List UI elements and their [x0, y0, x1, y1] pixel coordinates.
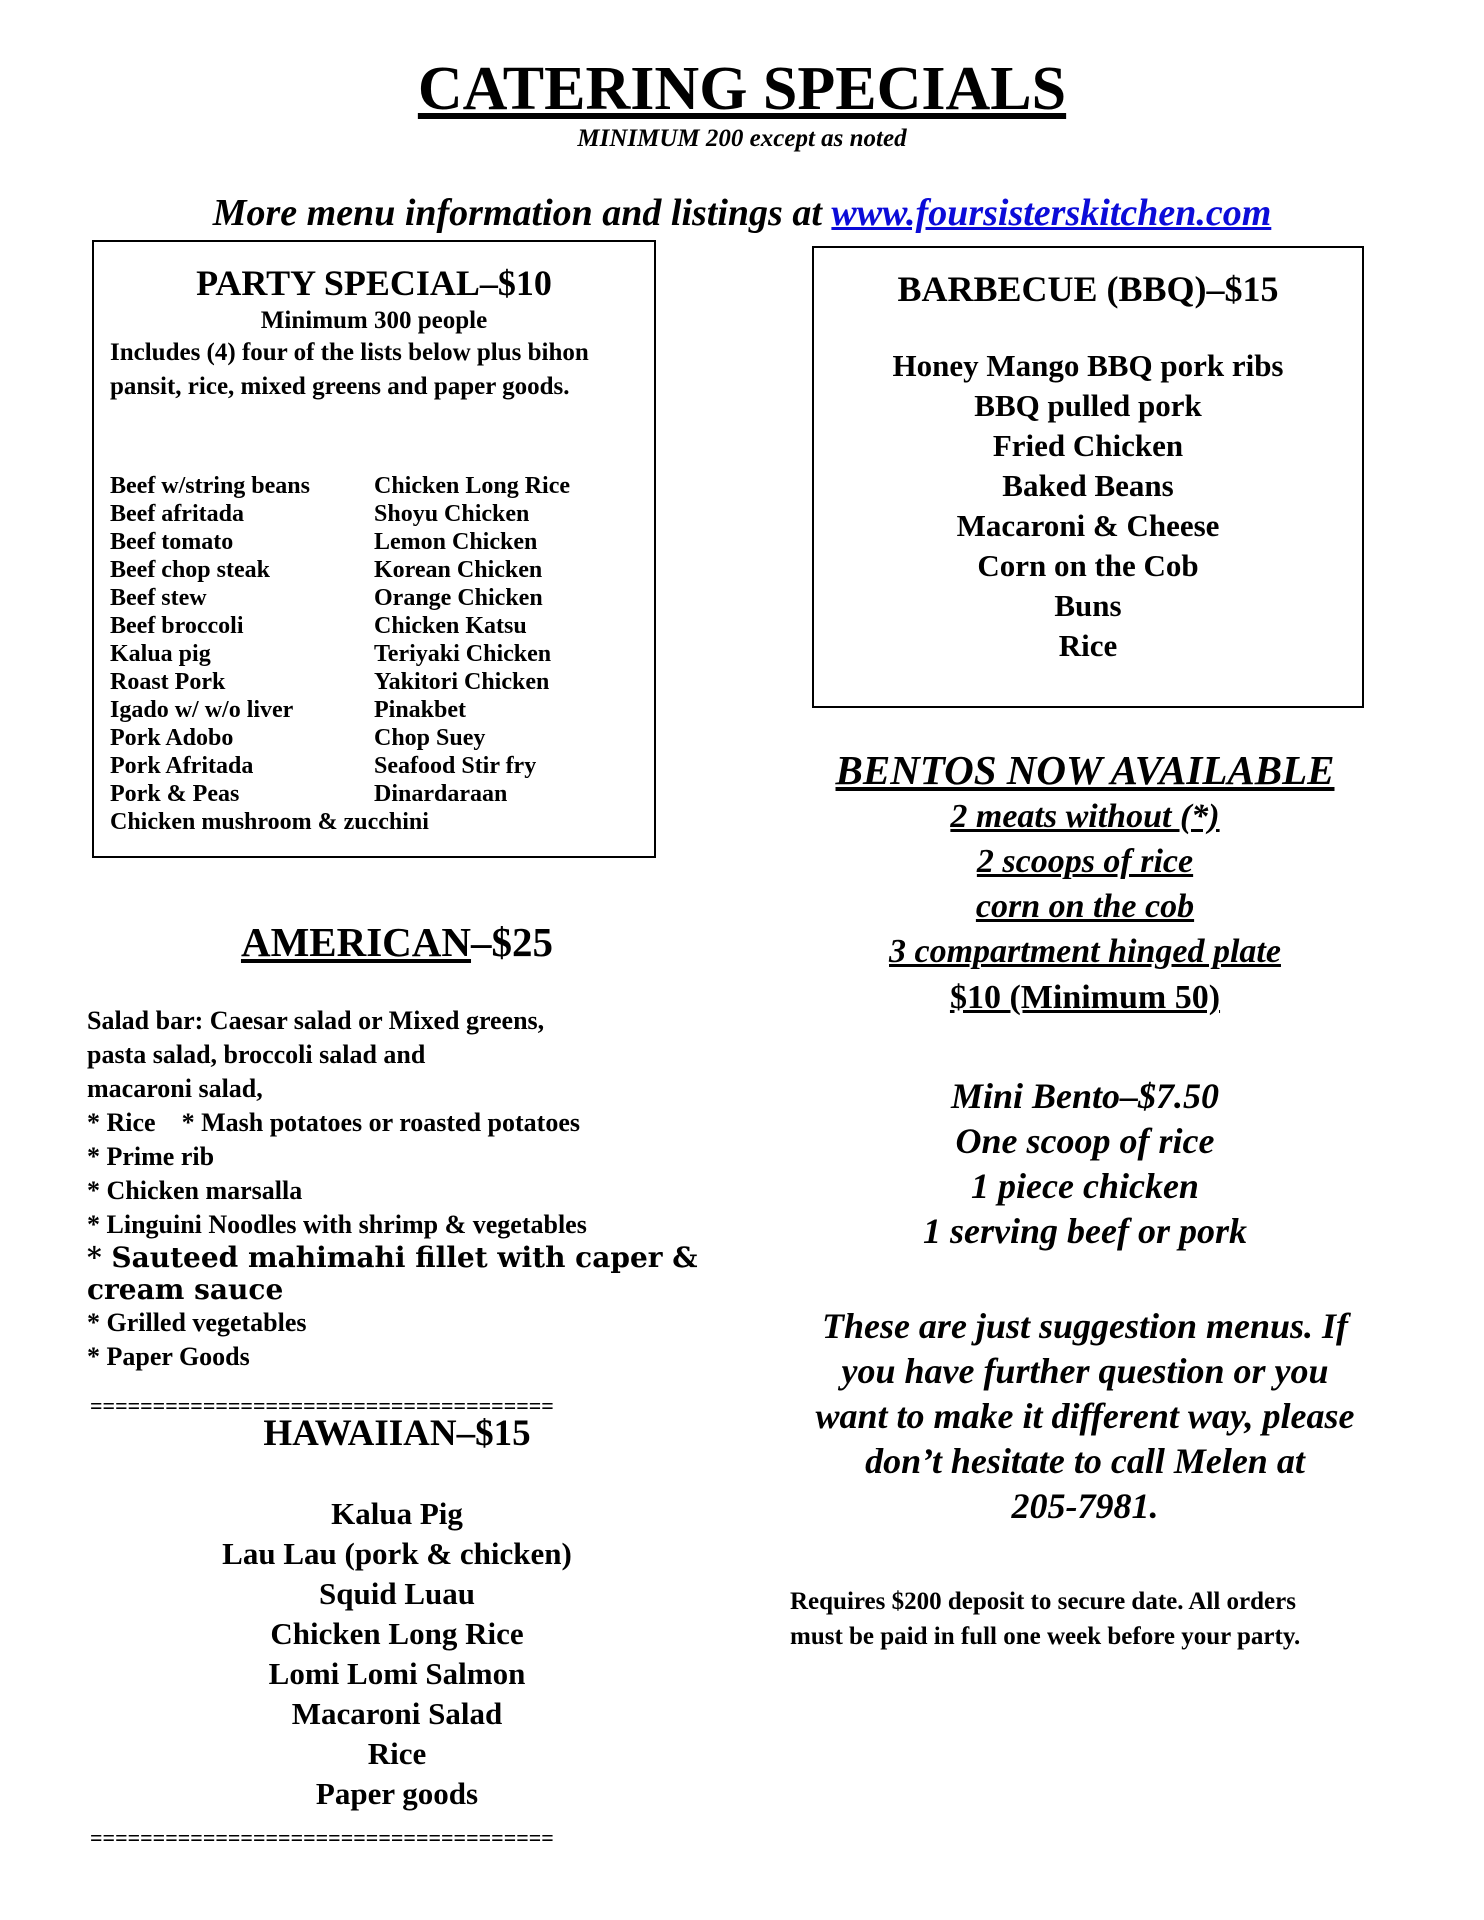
bentos-section	[790, 746, 1380, 1022]
american-title	[92, 918, 702, 966]
menu-line: * Grilled vegetables	[87, 1308, 307, 1337]
list-item: Paper goods	[315, 1776, 479, 1811]
menu-line: macaroni salad,	[87, 1074, 263, 1103]
list-item: Korean Chicken	[374, 557, 543, 583]
list-item: Beef w/string beans	[110, 473, 310, 499]
list-item: Chop Suey	[374, 725, 486, 751]
menu-line: Salad bar: Caesar salad or Mixed greens,	[87, 1006, 545, 1035]
list-item: Chicken mushroom & zucchini	[110, 809, 429, 835]
hawaiian-title: HAWAIIAN–$15	[263, 1413, 531, 1454]
bbq-title: BARBECUE (BBQ)–$15	[897, 269, 1279, 309]
list-item: Lemon Chicken	[374, 529, 538, 555]
list-item: Squid Luau	[319, 1576, 475, 1611]
list-item: Pork Afritada	[110, 753, 254, 779]
mini-bento-line: Mini Bento–$7.50	[950, 1076, 1220, 1116]
list-item: Lau Lau (pork & chicken)	[222, 1536, 572, 1571]
website-link[interactable]: www.foursisterskitchen.com	[831, 192, 1272, 234]
deposit-line: Requires $200 deposit to secure date. All orders	[790, 1588, 1296, 1615]
list-item: Kalua Pig	[331, 1496, 463, 1531]
list-item: Beef broccoli	[110, 613, 244, 639]
american-title-name: AMERICAN	[240, 919, 472, 965]
suggestion-line: want to make it different way, please	[815, 1396, 1355, 1436]
list-item: Seafood Stir fry	[374, 753, 537, 779]
bbq-box	[812, 246, 1364, 708]
page-title: CATERING SPECIALS	[417, 55, 1067, 123]
party-special-box	[92, 240, 656, 858]
list-item: Yakitori Chicken	[374, 669, 550, 695]
list-item: Beef afritada	[110, 501, 244, 527]
list-item: Macaroni Salad	[291, 1696, 503, 1731]
menu-line: * Prime rib	[87, 1142, 215, 1171]
list-item: Roast Pork	[110, 669, 226, 695]
menu-line: * Rice * Mash potatoes or roasted potatoes	[87, 1108, 580, 1137]
bentos-line: 2 scoops of rice	[976, 843, 1194, 880]
more-info-line	[0, 190, 1484, 236]
menu-line: pasta salad, broccoli salad and	[87, 1040, 426, 1069]
list-item: Beef tomato	[110, 529, 234, 555]
bentos-price: $10 (Minimum 50)	[949, 979, 1221, 1016]
divider: =====================================	[90, 1398, 554, 1414]
list-item: Teriyaki Chicken	[374, 641, 552, 667]
list-item: Macaroni & Cheese	[956, 508, 1220, 543]
party-left-column	[110, 472, 374, 808]
list-item: Honey Mango BBQ pork ribs	[892, 348, 1284, 383]
suggestion-line: don’t hesitate to call Melen at	[865, 1441, 1305, 1481]
list-item: Igado w/ w/o liver	[110, 697, 294, 723]
list-item: Beef chop steak	[110, 557, 270, 583]
menu-line: * Paper Goods	[87, 1342, 250, 1371]
list-item: BBQ pulled pork	[974, 388, 1202, 423]
list-item: Chicken Long Rice	[270, 1616, 524, 1651]
suggestion-note	[790, 1304, 1380, 1529]
bentos-line: 2 meats without (*)	[950, 798, 1220, 835]
list-item: Chicken Katsu	[374, 613, 527, 639]
list-item: Pork Adobo	[110, 725, 234, 751]
party-special-title: PARTY SPECIAL–$10	[196, 263, 552, 303]
list-item: Pinakbet	[374, 697, 467, 723]
more-info-text: More menu information and listings at	[212, 192, 832, 234]
divider: =====================================	[90, 1830, 554, 1846]
mini-bento-line: 1 serving beef or pork	[923, 1211, 1247, 1251]
mini-bento-line: 1 piece chicken	[971, 1166, 1199, 1206]
party-right-column	[374, 472, 644, 808]
list-item: Dinardaraan	[374, 781, 508, 807]
menu-line: * Sauteed mahimahi fillet with caper &	[87, 1241, 698, 1274]
deposit-note	[790, 1584, 1390, 1654]
menu-line: cream sauce	[87, 1273, 284, 1306]
party-special-minimum: Minimum 300 people	[260, 307, 488, 334]
page-subtitle: MINIMUM 200 except as noted	[577, 125, 907, 152]
mini-bento-line: One scoop of rice	[955, 1121, 1215, 1161]
list-item: Chicken Long Rice	[374, 473, 571, 499]
list-item: Shoyu Chicken	[374, 501, 530, 527]
menu-line: * Chicken marsalla	[87, 1176, 303, 1205]
list-item: Rice	[367, 1736, 427, 1771]
deposit-line: must be paid in full one week before your party.	[790, 1623, 1301, 1650]
list-item: Lomi Lomi Salmon	[268, 1656, 526, 1691]
menu-line: * Linguini Noodles with shrimp & vegetables	[87, 1210, 587, 1239]
list-item: Rice	[1058, 628, 1118, 663]
bbq-items	[814, 346, 1362, 666]
list-item: Corn on the Cob	[977, 548, 1199, 583]
hawaiian-items	[92, 1494, 702, 1814]
suggestion-line: you have further question or you	[841, 1351, 1329, 1391]
list-item: Pork & Peas	[110, 781, 240, 807]
suggestion-line: These are just suggestion menus. If	[821, 1306, 1349, 1346]
party-special-includes: Includes (4) four of the lists below plus bihon pansit, rice, mixed greens and paper goods.	[110, 339, 589, 400]
bentos-line: corn on the cob	[975, 888, 1195, 925]
american-menu	[87, 1004, 707, 1374]
bentos-title: BENTOS NOW AVAILABLE	[835, 747, 1335, 793]
list-item: Buns	[1054, 588, 1122, 623]
phone-number: 205-7981.	[1011, 1486, 1159, 1526]
american-title-price: –$25	[471, 919, 554, 965]
list-item: Beef stew	[110, 585, 207, 611]
list-item: Orange Chicken	[374, 585, 543, 611]
bentos-line: 3 compartment hinged plate	[889, 933, 1281, 970]
list-item: Fried Chicken	[992, 428, 1184, 463]
list-item: Baked Beans	[1002, 468, 1174, 503]
mini-bento-section	[790, 1074, 1380, 1254]
list-item: Kalua pig	[110, 641, 211, 667]
